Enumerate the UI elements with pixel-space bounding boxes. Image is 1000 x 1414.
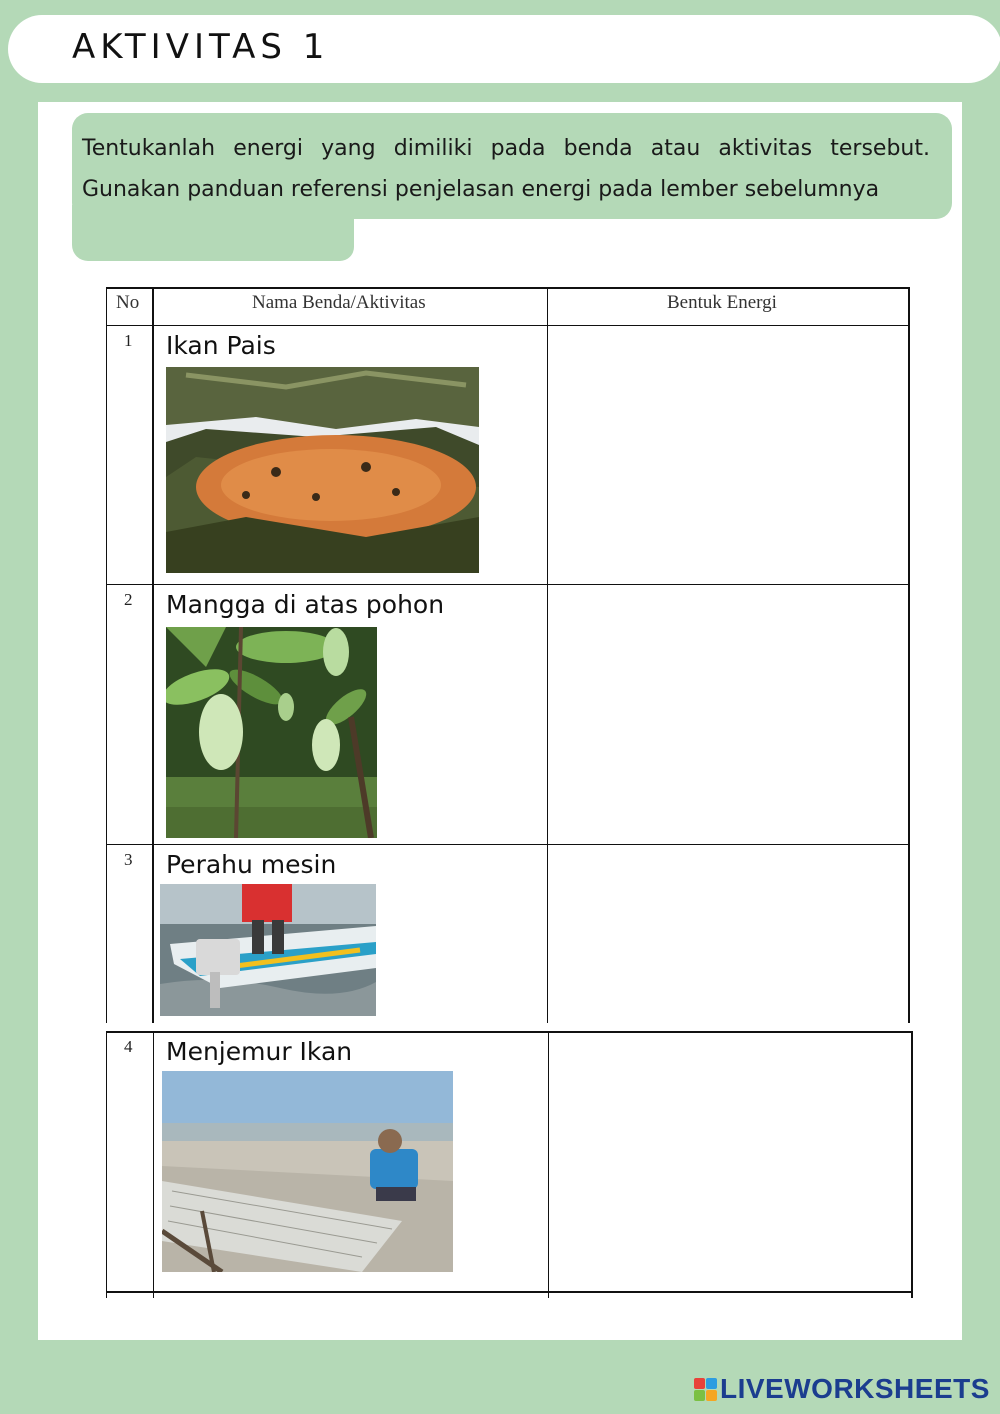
item-name: Ikan Pais <box>166 331 276 360</box>
item-name: Mangga di atas pohon <box>166 590 445 619</box>
row-number: 3 <box>124 850 133 869</box>
row-number: 4 <box>124 1037 133 1056</box>
column-header-no: No <box>116 292 140 313</box>
row-number: 2 <box>124 590 133 609</box>
instruction-box-tail <box>72 205 354 261</box>
liveworksheets-mark-icon <box>694 1378 717 1401</box>
column-header-name: Nama Benda/Aktivitas <box>252 292 426 313</box>
drying-fish-photo <box>162 1071 453 1272</box>
ikan-pais-photo <box>166 367 479 573</box>
column-header-energy: Bentuk Energi <box>667 292 777 313</box>
mango-tree-photo <box>166 627 377 838</box>
item-name: Menjemur Ikan <box>166 1037 353 1066</box>
instruction-text: Tentukanlah energi yang dimiliki pada benda atau aktivitas tersebut. Gunakan panduan referensi penjelasan energi pada lember sebelumnya <box>82 136 930 202</box>
item-name: Perahu mesin <box>166 850 337 879</box>
brand-name: LIVEWORKSHEETS <box>720 1373 990 1404</box>
row-number: 1 <box>124 331 133 350</box>
page-title: AKTIVITAS 1 <box>72 27 330 67</box>
title-bar <box>8 15 1000 83</box>
liveworksheets-logo <box>694 1374 990 1404</box>
motorboat-photo <box>160 884 376 1016</box>
